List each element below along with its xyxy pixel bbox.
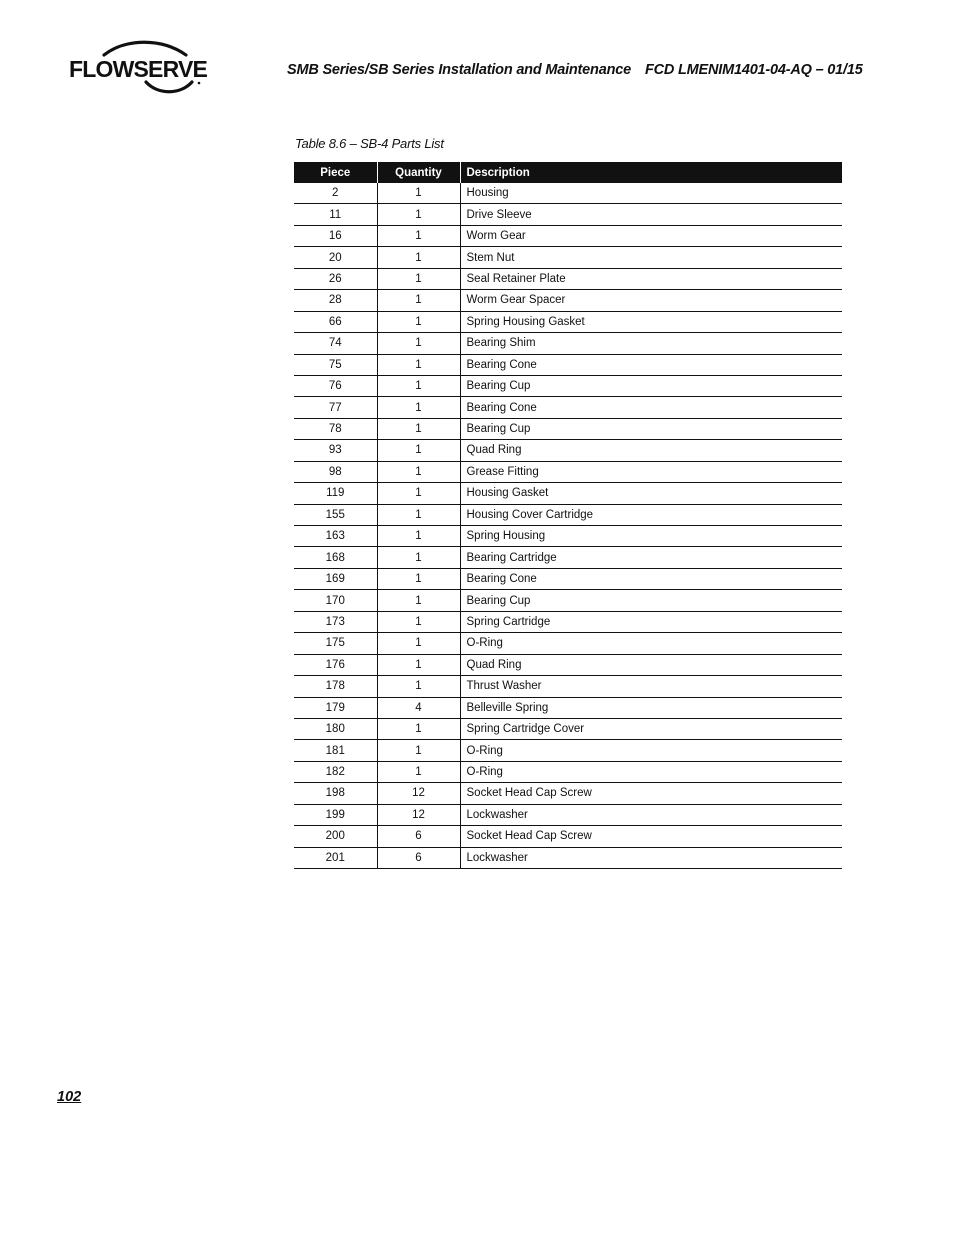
table-row bbox=[294, 654, 842, 675]
description-cell: Socket Head Cap Screw bbox=[460, 783, 842, 804]
table-row bbox=[294, 247, 842, 268]
description-cell: Bearing Cup bbox=[460, 375, 842, 396]
quantity-cell: 1 bbox=[377, 547, 460, 568]
description-cell: Spring Housing bbox=[460, 526, 842, 547]
quantity-cell: 1 bbox=[377, 590, 460, 611]
table-row bbox=[294, 633, 842, 654]
description-cell: Seal Retainer Plate bbox=[460, 268, 842, 289]
quantity-cell: 1 bbox=[377, 461, 460, 482]
table-row bbox=[294, 847, 842, 868]
table-row bbox=[294, 397, 842, 418]
description-cell: Bearing Cone bbox=[460, 568, 842, 589]
table-row bbox=[294, 333, 842, 354]
table-caption: Table 8.6 – SB-4 Parts List bbox=[295, 136, 444, 151]
description-cell: Bearing Cone bbox=[460, 397, 842, 418]
table-row bbox=[294, 440, 842, 461]
quantity-cell: 1 bbox=[377, 375, 460, 396]
quantity-cell: 1 bbox=[377, 354, 460, 375]
quantity-cell: 1 bbox=[377, 654, 460, 675]
flowserve-logo bbox=[68, 40, 208, 96]
description-cell: O-Ring bbox=[460, 740, 842, 761]
quantity-cell: 6 bbox=[377, 847, 460, 868]
piece-cell: 98 bbox=[294, 461, 377, 482]
piece-cell: 168 bbox=[294, 547, 377, 568]
document-title: SMB Series/SB Series Installation and Maintenance bbox=[287, 62, 631, 78]
description-cell: O-Ring bbox=[460, 633, 842, 654]
table-row bbox=[294, 804, 842, 825]
piece-cell: 179 bbox=[294, 697, 377, 718]
description-cell: Drive Sleeve bbox=[460, 204, 842, 225]
table-row bbox=[294, 504, 842, 525]
quantity-cell: 1 bbox=[377, 611, 460, 632]
piece-cell: 178 bbox=[294, 676, 377, 697]
table-row bbox=[294, 483, 842, 504]
piece-cell: 119 bbox=[294, 483, 377, 504]
piece-cell: 163 bbox=[294, 526, 377, 547]
table-row bbox=[294, 290, 842, 311]
piece-cell: 182 bbox=[294, 761, 377, 782]
piece-cell: 170 bbox=[294, 590, 377, 611]
piece-cell: 28 bbox=[294, 290, 377, 311]
piece-cell: 20 bbox=[294, 247, 377, 268]
piece-cell: 2 bbox=[294, 183, 377, 204]
table-row bbox=[294, 311, 842, 332]
table-row bbox=[294, 740, 842, 761]
piece-cell: 173 bbox=[294, 611, 377, 632]
table-row bbox=[294, 568, 842, 589]
description-cell: Bearing Cup bbox=[460, 418, 842, 439]
description-cell: O-Ring bbox=[460, 761, 842, 782]
description-cell: Bearing Cartridge bbox=[460, 547, 842, 568]
table-row bbox=[294, 183, 842, 204]
quantity-cell: 1 bbox=[377, 718, 460, 739]
quantity-cell: 1 bbox=[377, 761, 460, 782]
table-row bbox=[294, 225, 842, 246]
table-row bbox=[294, 204, 842, 225]
table-row bbox=[294, 676, 842, 697]
quantity-cell: 1 bbox=[377, 333, 460, 354]
table-row bbox=[294, 418, 842, 439]
quantity-cell: 1 bbox=[377, 568, 460, 589]
piece-cell: 74 bbox=[294, 333, 377, 354]
piece-cell: 11 bbox=[294, 204, 377, 225]
piece-cell: 199 bbox=[294, 804, 377, 825]
table-row bbox=[294, 611, 842, 632]
piece-cell: 16 bbox=[294, 225, 377, 246]
table-row bbox=[294, 761, 842, 782]
table-row bbox=[294, 783, 842, 804]
page-number: 102 bbox=[57, 1089, 82, 1105]
table-row bbox=[294, 547, 842, 568]
table-header-row bbox=[294, 162, 842, 183]
description-cell: Lockwasher bbox=[460, 804, 842, 825]
description-cell: Socket Head Cap Screw bbox=[460, 826, 842, 847]
description-cell: Housing bbox=[460, 183, 842, 204]
piece-cell: 76 bbox=[294, 375, 377, 396]
document-header bbox=[287, 62, 863, 78]
table-row bbox=[294, 268, 842, 289]
quantity-cell: 1 bbox=[377, 740, 460, 761]
table-row bbox=[294, 354, 842, 375]
quantity-cell: 1 bbox=[377, 440, 460, 461]
piece-cell: 93 bbox=[294, 440, 377, 461]
table-row bbox=[294, 826, 842, 847]
piece-cell: 181 bbox=[294, 740, 377, 761]
quantity-cell: 4 bbox=[377, 697, 460, 718]
description-cell: Spring Cartridge Cover bbox=[460, 718, 842, 739]
svg-text:FLOWSERVE: FLOWSERVE bbox=[69, 56, 208, 82]
table-body bbox=[294, 183, 842, 869]
parts-list-table bbox=[294, 162, 842, 869]
description-cell: Thrust Washer bbox=[460, 676, 842, 697]
column-header-piece: Piece bbox=[294, 162, 377, 183]
table-row bbox=[294, 461, 842, 482]
piece-cell: 175 bbox=[294, 633, 377, 654]
quantity-cell: 1 bbox=[377, 183, 460, 204]
description-cell: Belleville Spring bbox=[460, 697, 842, 718]
description-cell: Housing Gasket bbox=[460, 483, 842, 504]
column-header-description: Description bbox=[460, 162, 842, 183]
document-code: FCD LMENIM1401-04-AQ – 01/15 bbox=[644, 62, 863, 78]
description-cell: Quad Ring bbox=[460, 654, 842, 675]
table-row bbox=[294, 526, 842, 547]
description-cell: Grease Fitting bbox=[460, 461, 842, 482]
quantity-cell: 1 bbox=[377, 204, 460, 225]
description-cell: Housing Cover Cartridge bbox=[460, 504, 842, 525]
table-row bbox=[294, 590, 842, 611]
piece-cell: 26 bbox=[294, 268, 377, 289]
description-cell: Quad Ring bbox=[460, 440, 842, 461]
quantity-cell: 1 bbox=[377, 290, 460, 311]
description-cell: Bearing Cup bbox=[460, 590, 842, 611]
table-row bbox=[294, 697, 842, 718]
piece-cell: 201 bbox=[294, 847, 377, 868]
quantity-cell: 1 bbox=[377, 397, 460, 418]
quantity-cell: 1 bbox=[377, 225, 460, 246]
description-cell: Bearing Shim bbox=[460, 333, 842, 354]
quantity-cell: 1 bbox=[377, 268, 460, 289]
quantity-cell: 1 bbox=[377, 311, 460, 332]
description-cell: Worm Gear Spacer bbox=[460, 290, 842, 311]
quantity-cell: 1 bbox=[377, 526, 460, 547]
quantity-cell: 1 bbox=[377, 247, 460, 268]
quantity-cell: 12 bbox=[377, 804, 460, 825]
description-cell: Stem Nut bbox=[460, 247, 842, 268]
piece-cell: 180 bbox=[294, 718, 377, 739]
piece-cell: 77 bbox=[294, 397, 377, 418]
table-row bbox=[294, 718, 842, 739]
table-row bbox=[294, 375, 842, 396]
quantity-cell: 12 bbox=[377, 783, 460, 804]
description-cell: Lockwasher bbox=[460, 847, 842, 868]
piece-cell: 176 bbox=[294, 654, 377, 675]
quantity-cell: 1 bbox=[377, 676, 460, 697]
description-cell: Bearing Cone bbox=[460, 354, 842, 375]
quantity-cell: 1 bbox=[377, 633, 460, 654]
piece-cell: 169 bbox=[294, 568, 377, 589]
quantity-cell: 1 bbox=[377, 418, 460, 439]
piece-cell: 198 bbox=[294, 783, 377, 804]
piece-cell: 66 bbox=[294, 311, 377, 332]
description-cell: Spring Cartridge bbox=[460, 611, 842, 632]
quantity-cell: 1 bbox=[377, 483, 460, 504]
piece-cell: 200 bbox=[294, 826, 377, 847]
quantity-cell: 1 bbox=[377, 504, 460, 525]
quantity-cell: 6 bbox=[377, 826, 460, 847]
piece-cell: 78 bbox=[294, 418, 377, 439]
description-cell: Spring Housing Gasket bbox=[460, 311, 842, 332]
piece-cell: 75 bbox=[294, 354, 377, 375]
description-cell: Worm Gear bbox=[460, 225, 842, 246]
column-header-quantity: Quantity bbox=[377, 162, 460, 183]
piece-cell: 155 bbox=[294, 504, 377, 525]
